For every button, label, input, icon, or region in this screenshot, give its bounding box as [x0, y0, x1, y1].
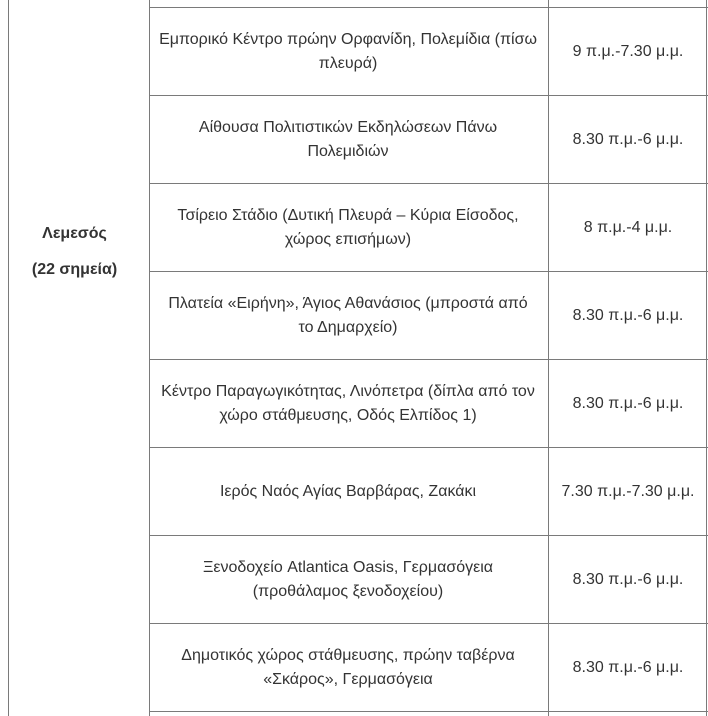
table-border-left	[8, 0, 9, 716]
location-cell: Κέντρο Παραγωγικότητας, Λινόπετρα (δίπλα από τον χώρο στάθμευσης, Οδός Ελπίδος 1)	[161, 382, 535, 424]
hours-cell: 9 π.μ.-7.30 μ.μ.	[572, 42, 684, 60]
table-row	[149, 184, 708, 271]
hours-cell: 8 π.μ.-4 μ.μ.	[583, 218, 673, 236]
table-row	[149, 96, 708, 183]
row-divider	[149, 711, 708, 712]
table-row	[149, 360, 708, 447]
location-cell: Εμπορικό Κέντρο πρώην Ορφανίδη, Πολεμίδια (πίσω πλευρά)	[159, 30, 537, 72]
region-cell	[0, 222, 149, 282]
table-row	[149, 536, 708, 623]
region-name: Λεμεσός	[42, 225, 107, 242]
table-row	[149, 448, 708, 535]
hours-cell: 8.30 π.μ.-6 μ.μ.	[572, 394, 684, 412]
location-cell: Ιερός Ναός Αγίας Βαρβάρας, Ζακάκι	[219, 482, 477, 500]
location-cell: Τσίρειο Στάδιο (Δυτική Πλευρά – Κύρια Είσοδος, χώρος επισήμων)	[177, 206, 519, 248]
table-row	[149, 624, 708, 711]
hours-cell: 8.30 π.μ.-6 μ.μ.	[572, 570, 684, 588]
hours-cell: 7.30 π.μ.-7.30 μ.μ.	[561, 482, 695, 500]
region-count: (22 σημεία)	[31, 261, 118, 278]
hours-cell: 8.30 π.μ.-6 μ.μ.	[572, 130, 684, 148]
location-cell: Δημοτικός χώρος στάθμευσης, πρώην ταβέρνα «Σκάρος», Γερμασόγεια	[181, 646, 515, 688]
location-cell: Ξενοδοχείο Atlantica Oasis, Γερμασόγεια (προθάλαμος ξενοδοχείου)	[202, 558, 494, 600]
table-row	[149, 8, 708, 95]
table-row	[149, 272, 708, 359]
location-cell: Πλατεία «Ειρήνη», Άγιος Αθανάσιος (μπροστά από το Δημαρχείο)	[168, 294, 528, 336]
hours-cell: 8.30 π.μ.-6 μ.μ.	[572, 306, 684, 324]
hours-cell: 8.30 π.μ.-6 μ.μ.	[572, 658, 684, 676]
location-cell: Αίθουσα Πολιτιστικών Εκδηλώσεων Πάνω Πολεμιδιών	[198, 118, 498, 160]
